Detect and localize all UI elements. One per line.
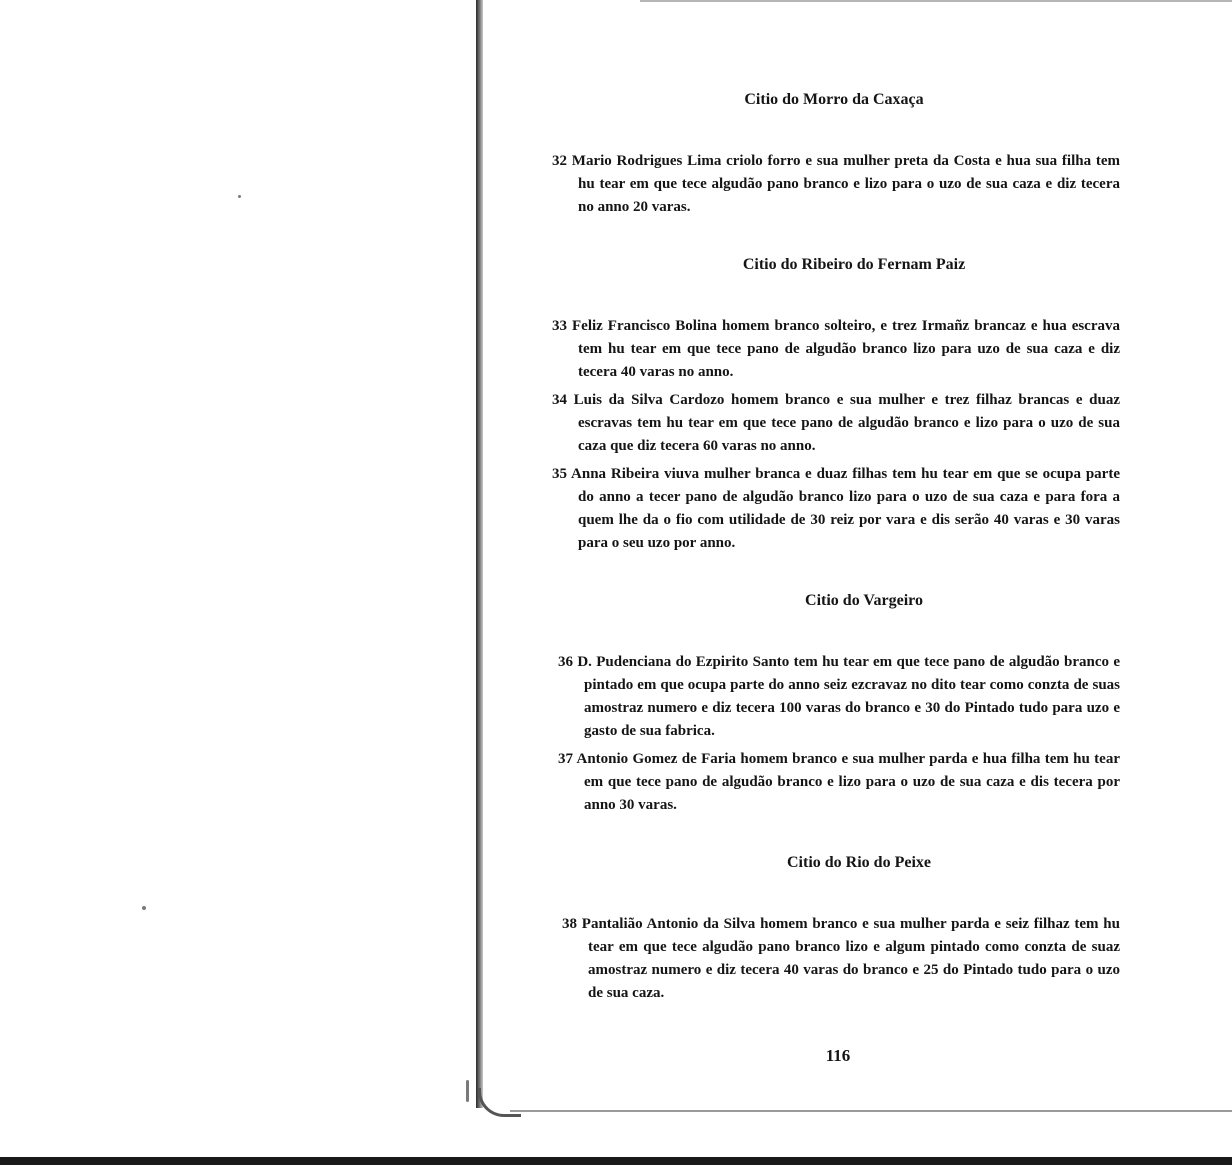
entry-number: 38 [562, 916, 577, 932]
section-title: Citio do Morro da Caxaça [744, 91, 924, 108]
entry-number: 33 [552, 318, 567, 334]
section-title: Citio do Vargeiro [805, 592, 923, 609]
section [548, 555, 1120, 817]
entry [548, 651, 1120, 743]
page-bottom-edge [510, 1110, 1232, 1112]
entry-text: Luis da Silva Cardozo homem branco e sua mulher e trez filhaz brancas e duaz escravas tem hu tear em que tece pano de algudão branco e lizo para o uzo de sua caza que diz tecera 60 varas no anno. [573, 392, 1121, 454]
section-title: Citio do Rio do Peixe [787, 854, 931, 871]
entry-number: 37 [558, 751, 573, 767]
section [548, 817, 1120, 1005]
entry-text: D. Pudenciana do Ezpirito Santo tem hu tear em que tece pano de algudão branco e pintado em que ocupa parte do anno seiz ezcravaz no dito tear como conzta de suas amostraz numero e diz tecera 100 varas do branco e 30 do Pintado tudo para uzo e gasto de sua fabrica. [577, 654, 1120, 739]
entry-number: 35 [552, 466, 567, 482]
left-blank-page [0, 0, 478, 1165]
entry-text: Anna Ribeira viuva mulher branca e duaz filhas tem hu tear em que se ocupa parte do anno a tecer pano de algudão branco lizo para o uzo de sua caza e para fora a quem lhe da o fio com utilidade de 30 reiz por vara e dis serão 40 varas e 30 varas para o seu uzo por anno. [571, 466, 1120, 551]
scan-speck [238, 195, 241, 198]
section-title: Citio do Ribeiro do Fernam Paiz [742, 256, 966, 273]
page-number: 116 [825, 1046, 851, 1065]
page-curl [478, 1088, 521, 1117]
entry-text: Antonio Gomez de Faria homem branco e sua mulher parda e hua filha tem hu tear em que tece pano de algudão branco e lizo para o uzo de sua caza e dis tecera por anno 30 varas. [576, 751, 1120, 813]
page-top-edge [640, 0, 1232, 2]
entry-number: 36 [558, 654, 573, 670]
scan-bottom-band [0, 1157, 1232, 1165]
section [548, 90, 1120, 219]
entry-number: 34 [552, 392, 567, 408]
book-gutter [476, 0, 483, 1108]
entry-text: Pantalião Antonio da Silva homem branco e sua mulher parda e seiz filhaz tem hu tear em que tece algudão pano branco lizo e algum pintado como conzta de suaz amostraz numero e diz tecera 40 varas do branco e 25 do Pintado tudo para o uzo de sua caza. [581, 916, 1120, 1001]
entry [548, 315, 1120, 384]
scan-speck [466, 1080, 469, 1102]
entry [548, 463, 1120, 555]
entry-number: 32 [552, 153, 567, 169]
scan-speck [142, 906, 146, 910]
entry [548, 150, 1120, 219]
entry-text: Mario Rodrigues Lima criolo forro e sua mulher preta da Costa e hua sua filha tem hu tear em que tece algudão pano branco e lizo para o uzo de sua caza e diz tecera no anno 20 varas. [571, 153, 1121, 215]
entry [548, 389, 1120, 458]
document-page [548, 80, 1120, 1005]
section [548, 219, 1120, 555]
entry [548, 748, 1120, 817]
entry [548, 913, 1120, 1005]
entry-text: Feliz Francisco Bolina homem branco solteiro, e trez Irmañz brancaz e hua escrava tem hu tear em que tece pano de algudão branco lizo para uzo de sua caza e diz tecera 40 varas no anno. [572, 318, 1120, 380]
